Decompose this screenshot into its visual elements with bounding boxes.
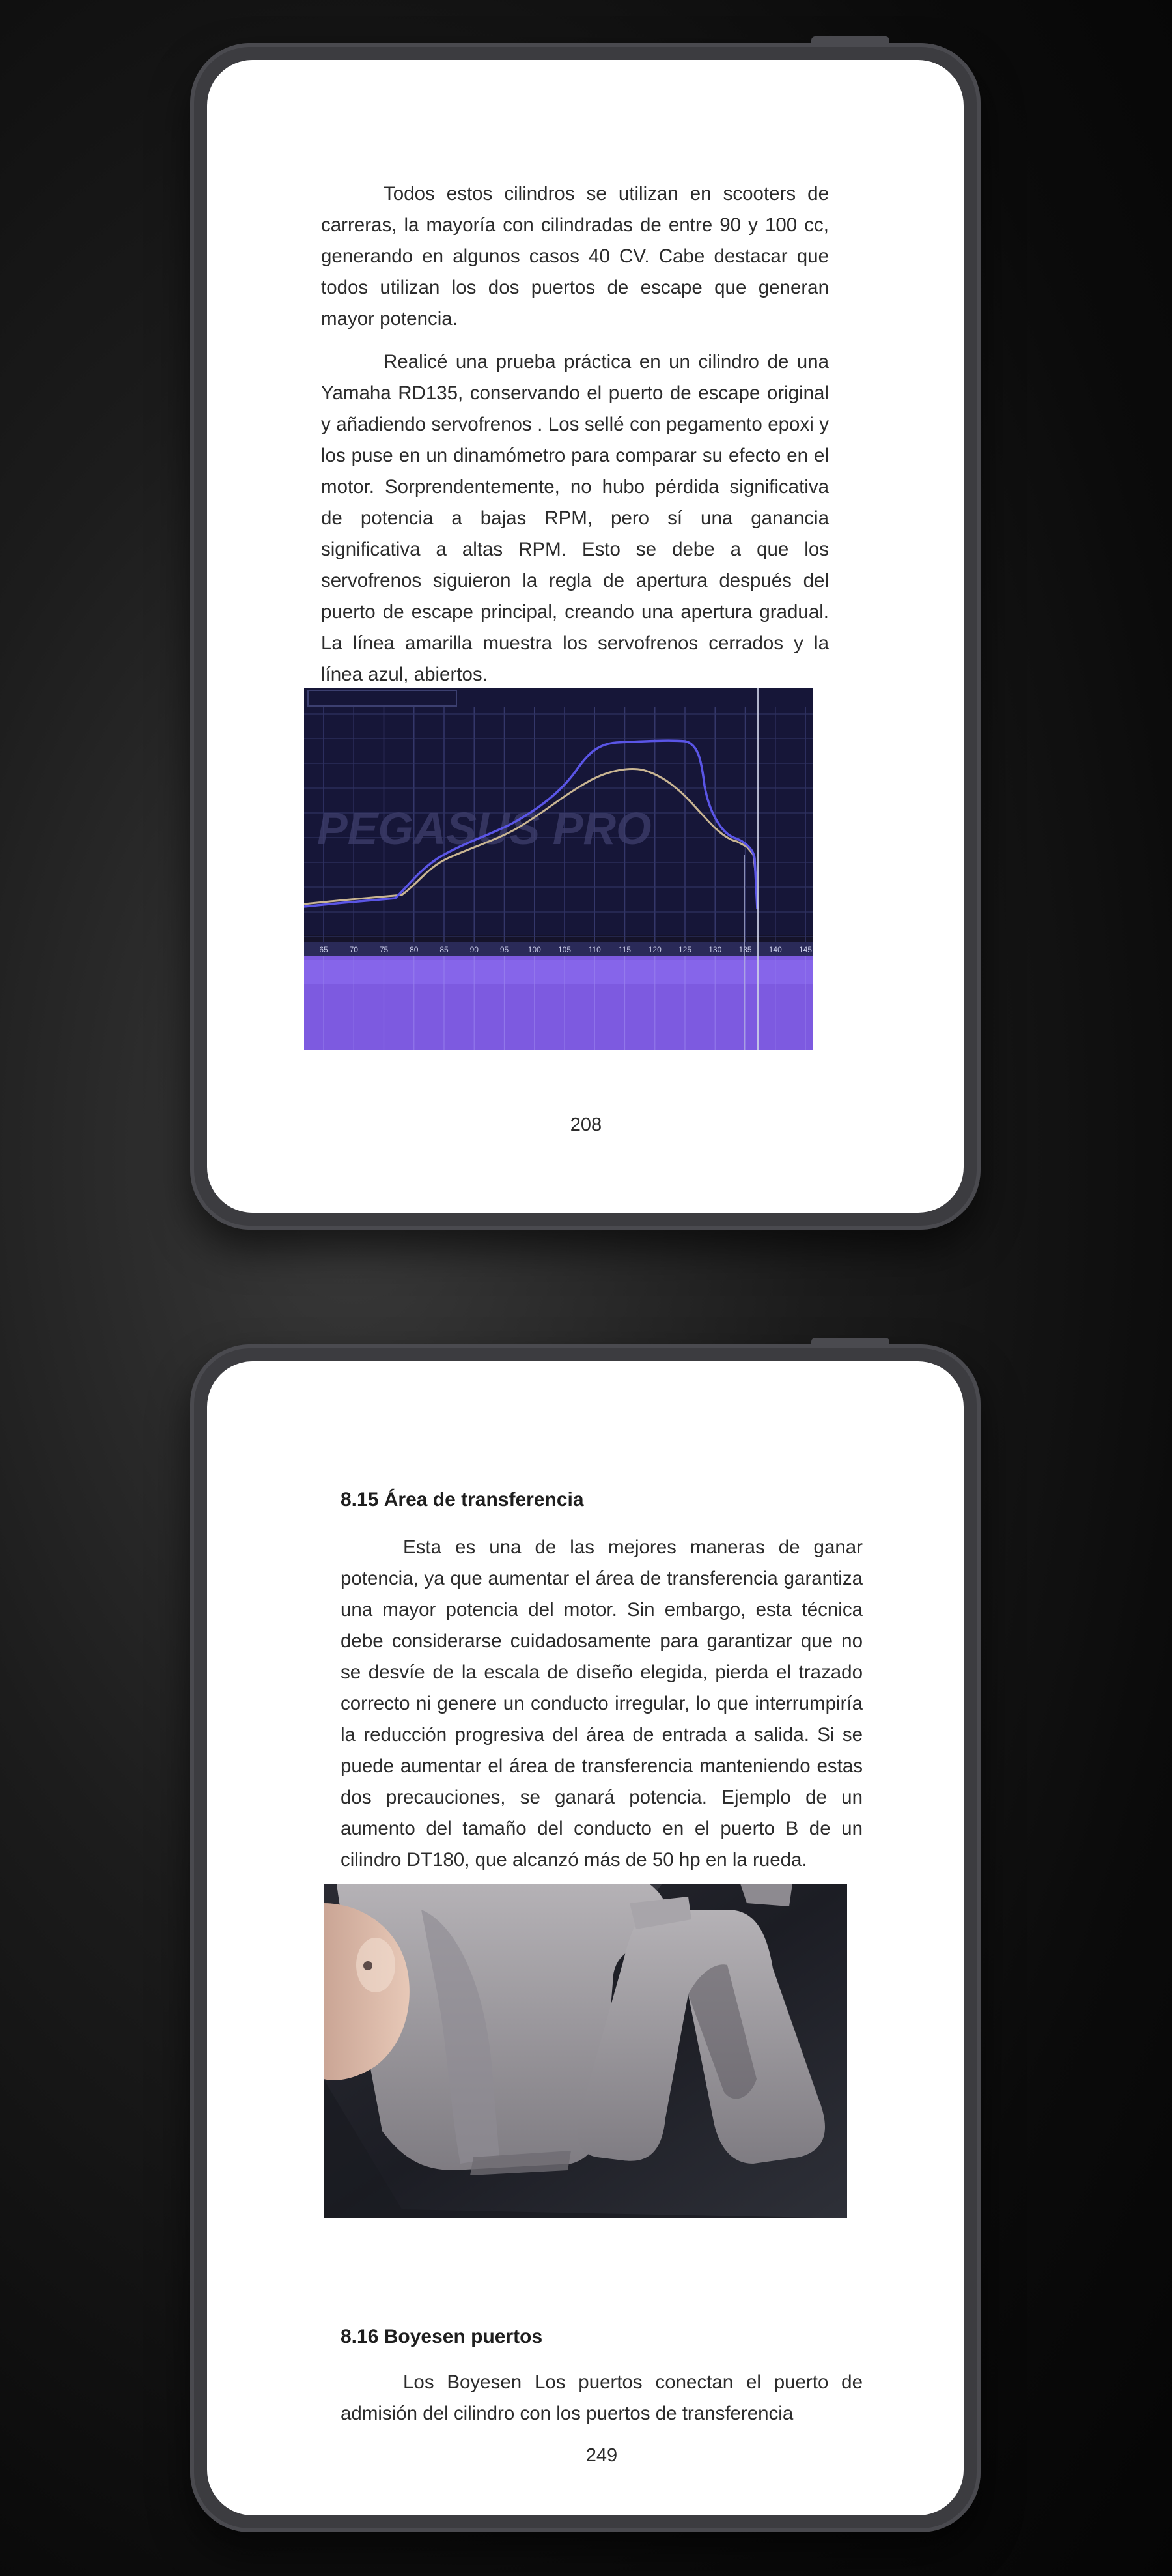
dyno-tick-label: 120	[648, 945, 662, 954]
dyno-tick-label: 140	[768, 945, 782, 954]
dyno-tick-label: 100	[527, 945, 541, 954]
dyno-tick-label: 95	[499, 945, 509, 954]
tablet-button	[811, 36, 889, 44]
page1-paragraph-2: Realicé una prueba práctica en un cilindro de una Yamaha RD135, conservando el puerto de escape original y añadiendo servofrenos . Los sellé con pegamento epoxi y los puse en un dinamómetro para comparar su efecto en el motor. Sorprendentemente, no hubo pérdida significativa de potencia a bajas RPM, pero sí una ganancia significativa a altas RPM. Esto se debe a que los servofrenos siguieron la regla de apertura después del puerto de escape principal, creando una apertura gradual. La línea amarilla muestra los servofrenos cerrados y la línea azul, abiertos.	[321, 351, 829, 685]
dyno-chart	[304, 688, 813, 1050]
page-number-208: 208	[570, 1114, 602, 1135]
dyno-tick-label: 110	[588, 945, 601, 954]
dyno-tick-label: 70	[349, 945, 358, 954]
dyno-tick-label: 80	[410, 945, 419, 954]
dyno-tick-label: 75	[379, 945, 389, 954]
dyno-tick-label: 125	[678, 945, 692, 954]
page1-paragraph-1: Todos estos cilindros se utilizan en scooters de carreras, la mayoría con cilindradas de entre 90 y 100 cc, generando en algunos casos 40 CV. Cabe destacar que todos utilizan los dos puertos de escape que generan mayor potencia.	[321, 183, 829, 330]
page2-paragraph-1: Esta es una de las mejores maneras de ganar potencia, ya que aumentar el área de transferencia garantiza una mayor potencia del motor. Sin embargo, esta técnica debe considerarse cuidadosamente para garantizar que no se desvíe de la escala de diseño elegida, pierda el trazado correcto ni genere un conducto irregular, lo que interrumpiría la reducción progresiva del área de entrada a salida. Si se puede aumentar el área de transferencia manteniendo estas dos precauciones, se ganará potencia. Ejemplo de un aumento del tamaño del conducto en el puerto B de un cilindro DT180, que alcanzó más de 50 hp en la rueda.	[341, 1536, 863, 1871]
dyno-tick-label: 105	[557, 945, 572, 954]
dyno-tick-label: 145	[798, 945, 813, 954]
section-heading-8-15: 8.15 Área de transferencia	[341, 1489, 584, 1510]
dyno-chart-svg	[304, 688, 813, 1050]
page2-paragraph-2: Los Boyesen Los puertos conectan el puerto de admisión del cilindro con los puertos de transferencia	[341, 2371, 863, 2424]
dyno-watermark: PEGASUS PRO	[317, 803, 652, 854]
photo-illustration	[324, 1884, 847, 2218]
tablet-button	[811, 1338, 889, 1346]
dyno-tick-label: 130	[708, 945, 722, 954]
dyno-tick-label: 90	[469, 945, 479, 954]
page-number-249: 249	[585, 2445, 618, 2466]
dyno-tick-label: 135	[738, 945, 752, 954]
transfer-port-molds-photo	[324, 1884, 847, 2218]
dyno-tick-label: 65	[319, 945, 328, 954]
section-heading-8-16: 8.16 Boyesen puertos	[341, 2326, 543, 2347]
dyno-tick-label: 85	[440, 945, 449, 954]
dyno-tick-label: 115	[618, 945, 632, 954]
